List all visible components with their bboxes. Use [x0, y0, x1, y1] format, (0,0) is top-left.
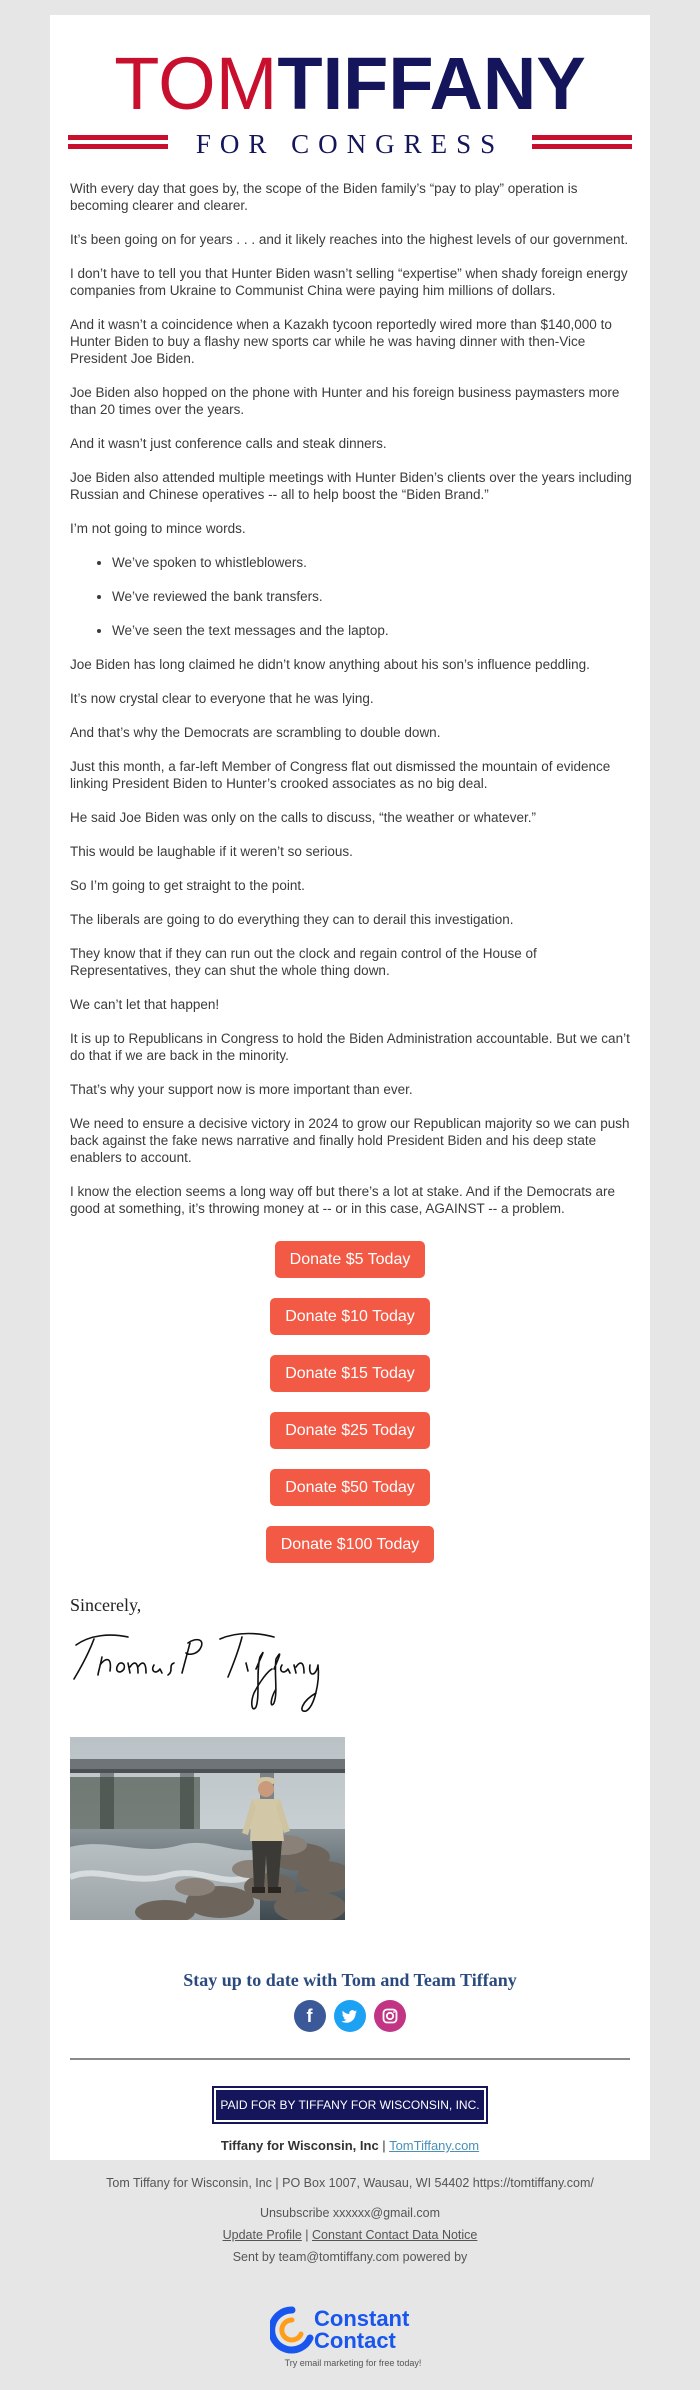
- paragraph: The liberals are going to do everything they can to derail this investigation.: [70, 912, 514, 927]
- campaign-logo: [68, 42, 632, 175]
- constant-contact-tagline: Try email marketing for free today!: [284, 2358, 422, 2368]
- paragraph: It’s been going on for years . . . and it likely reaches into the highest levels of our government.: [70, 232, 629, 247]
- donate-5-button[interactable]: Donate $5 Today: [275, 1241, 425, 1278]
- paragraph: They know that if they can run out the clock and regain control of the House of Representatives, they can shut the whole thing down.: [70, 946, 537, 978]
- list-item: • We’ve spoken to whistleblowers.: [112, 554, 632, 571]
- donate-15-button[interactable]: Donate $15 Today: [270, 1355, 430, 1392]
- logo-first-name: TOM: [114, 42, 278, 125]
- donate-100-button[interactable]: Donate $100 Today: [266, 1526, 434, 1563]
- signature-image: [70, 1627, 330, 1717]
- bullet-list: [70, 554, 632, 639]
- paragraph: And it wasn’t just conference calls and steak dinners.: [70, 436, 387, 451]
- paragraph: He said Joe Biden was only on the calls to discuss, “the weather or whatever.”: [70, 810, 536, 825]
- donate-25-button[interactable]: Donate $25 Today: [270, 1412, 430, 1449]
- paragraph: We need to ensure a decisive victory in 2024 to grow our Republican majority so we can push back against the fake news narrative and finally hold President Biden and his deep state enablers to account.: [70, 1116, 630, 1165]
- list-item: • We’ve seen the text messages and the laptop.: [112, 622, 632, 639]
- facebook-icon[interactable]: f: [294, 2000, 326, 2032]
- email-card: [50, 15, 650, 2160]
- paragraph: That’s why your support now is more important than ever.: [70, 1082, 413, 1097]
- paragraph: I know the election seems a long way off but there’s a lot at stake. And if the Democrats are good at something, it’s throwing money at -- or in this case, AGAINST -- a problem.: [70, 1184, 616, 1216]
- logo-subtitle: FOR CONGRESS: [195, 129, 505, 159]
- paragraph: We can’t let that happen!: [70, 997, 220, 1012]
- unsubscribe-link[interactable]: Unsubscribe xxxxxx@gmail.com: [259, 2206, 441, 2220]
- org-separator: |: [378, 2138, 390, 2153]
- sign-off: Sincerely,: [70, 1595, 142, 1615]
- paragraph: Just this month, a far-left Member of Congress flat out dismissed the mountain of evidence linking President Biden to Hunter’s crooked associates as no big deal.: [70, 759, 611, 791]
- email-footer: [0, 2175, 700, 2265]
- paid-for-disclaimer: PAID FOR BY TIFFANY FOR WISCONSIN, INC.: [214, 2088, 486, 2122]
- twitter-icon[interactable]: [334, 2000, 366, 2032]
- constant-contact-icon: [270, 2306, 314, 2354]
- paragraph: It is up to Republicans in Congress to hold the Biden Administration accountable. But we can’t do that if we are back in the minority.: [70, 1031, 630, 1063]
- paragraph: And it wasn’t a coincidence when a Kazakh tycoon reportedly wired more than $140,000 to Hunter Biden to buy a flashy new sports car while he was having dinner with then-Vice President Joe Biden.: [70, 317, 612, 366]
- instagram-icon[interactable]: [374, 2000, 406, 2032]
- logo-stripes-right: [532, 133, 632, 153]
- org-line: [50, 2138, 650, 2153]
- website-link[interactable]: TomTiffany.com: [389, 2138, 480, 2153]
- paragraph: Joe Biden also hopped on the phone with Hunter and his foreign business paymasters more than 20 times over the years.: [70, 385, 620, 417]
- footer-separator: |: [301, 2228, 313, 2242]
- letter-body: [70, 180, 632, 1234]
- donate-buttons: [50, 1241, 650, 1583]
- sent-by: Sent by team@tomtiffany.com powered by: [232, 2250, 468, 2264]
- social-links: [50, 2000, 650, 2034]
- paragraph: Joe Biden has long claimed he didn’t know anything about his son’s influence peddling.: [70, 657, 590, 672]
- paragraph: I don’t have to tell you that Hunter Biden wasn’t selling “expertise” when shady foreign energy companies from Ukraine to Communist China were paying him millions of dollars.: [70, 266, 628, 298]
- footer-address: Tom Tiffany for Wisconsin, Inc | PO Box 1007, Wausau, WI 54402 https://tomtiffany.com/: [106, 2176, 594, 2190]
- divider: [70, 2058, 630, 2060]
- candidate-photo: [70, 1737, 345, 1920]
- paragraph: It’s now crystal clear to everyone that he was lying.: [70, 691, 374, 706]
- paragraph: So I’m going to get straight to the point.: [70, 878, 305, 893]
- paragraph: This would be laughable if it weren’t so serious.: [70, 844, 353, 859]
- update-profile-link[interactable]: Update Profile: [222, 2228, 302, 2242]
- paragraph: I’m not going to mince words.: [70, 521, 246, 536]
- donate-50-button[interactable]: Donate $50 Today: [270, 1469, 430, 1506]
- data-notice-link[interactable]: Constant Contact Data Notice: [312, 2228, 478, 2242]
- list-item: • We’ve reviewed the bank transfers.: [112, 588, 632, 605]
- donate-10-button[interactable]: Donate $10 Today: [270, 1298, 430, 1335]
- logo-last-name: TIFFANY: [277, 42, 586, 125]
- paragraph: Joe Biden also attended multiple meetings with Hunter Biden’s clients over the years including Russian and Chinese operatives -- all to help boost the “Biden Brand.”: [70, 470, 632, 502]
- social-heading: Stay up to date with Tom and Team Tiffany: [183, 1970, 517, 1990]
- logo-wordmark: [68, 42, 632, 125]
- constant-contact-wordmark: Constant Contact: [314, 2306, 410, 2353]
- constant-contact-logo[interactable]: [268, 2302, 438, 2370]
- paragraph: With every day that goes by, the scope of the Biden family’s “pay to play” operation is becoming clearer and clearer.: [70, 181, 578, 213]
- org-name: Tiffany for Wisconsin, Inc: [220, 2138, 379, 2153]
- logo-stripes-left: [68, 133, 168, 153]
- paragraph: And that’s why the Democrats are scrambling to double down.: [70, 725, 441, 740]
